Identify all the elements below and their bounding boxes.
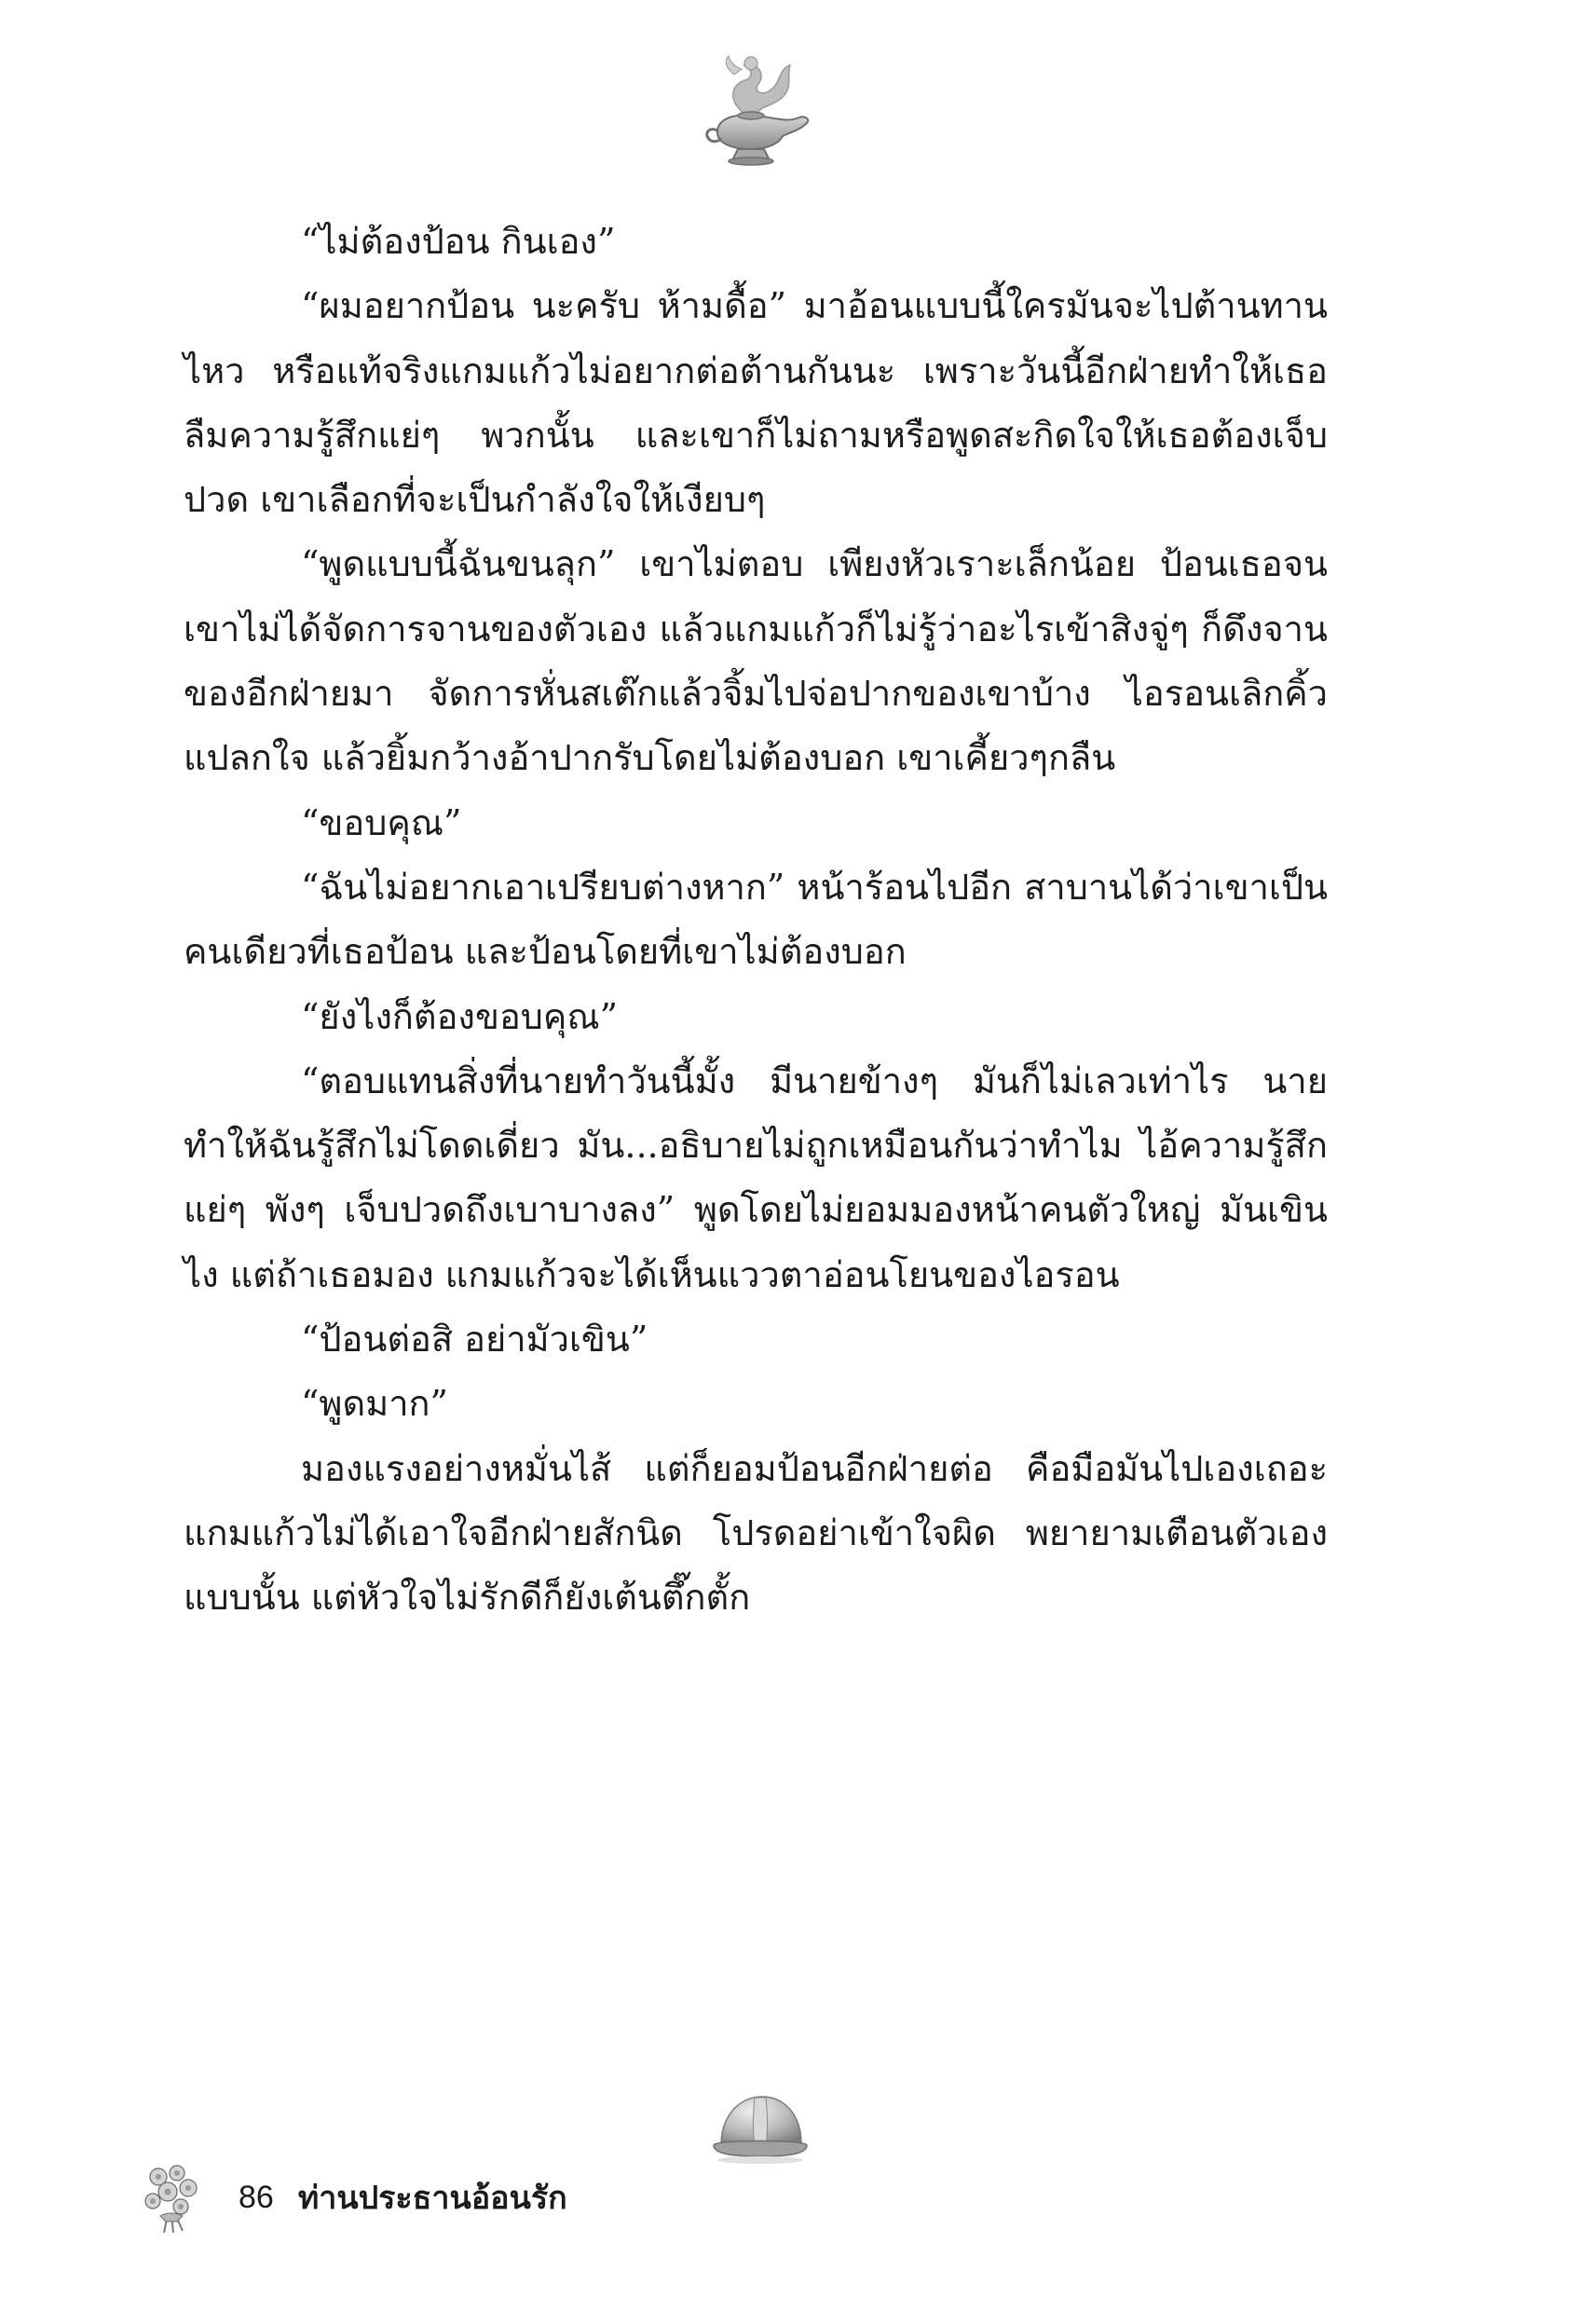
paragraph: “พูดแบบนี้ฉันขนลุก” เขาไม่ตอบ เพียงหัวเราะเล็กน้อย ป้อนเธอจนเขาไม่ได้จัดการจานของตัวเอง แล้วแกมแก้วก็ไม่รู้ว่าอะไรเข้าสิงจู่ๆ ก็ดึงจานของอีกฝ่ายมา จัดการหั่นสเต๊กแล้วจิ้มไปจ่อปากของเขาบ้าง ไอรอนเลิกคิ้วแปลกใจ แล้วยิ้มกว้างอ้าปากรับโดยไม่ต้องบอก เขาเคี้ยวๆกลืน (184, 543, 1328, 779)
paragraph: “ฉันไม่อยากเอาเปรียบต่างหาก” หน้าร้อนไปอีก สาบานได้ว่าเขาเป็นคนเดียวที่เธอป้อน และป้อนโดยที่เขาไม่ต้องบอก (184, 866, 1328, 973)
hard-hat-icon (708, 2087, 812, 2171)
paragraph: “พูดมาก” (301, 1383, 448, 1425)
body-text (184, 210, 1328, 1631)
paragraph: “ป้อนต่อสิ อย่ามัวเขิน” (301, 1319, 648, 1361)
paragraph: “ขอบคุณ” (301, 801, 462, 843)
paragraph: “ผมอยากป้อน นะครับ ห้ามดื้อ” มาอ้อนแบบนี้ใครมันจะไปต้านทานไหว หรือแท้จริงแกมแก้วไม่อยากต่อต้านกันนะ เพราะวันนี้อีกฝ่ายทำให้เธอลืมความรู้สึกแย่ๆ พวกนั้น และเขาก็ไม่ถามหรือพูดสะกิดใจให้เธอต้องเจ็บปวด เขาเลือกที่จะเป็นกำลังใจให้เงียบๆ (184, 285, 1328, 521)
paragraph: “ยังไงก็ต้องขอบคุณ” (301, 995, 618, 1037)
page-footer (140, 2160, 567, 2235)
paragraph: “ไม่ต้องป้อน กินเอง” (301, 221, 616, 262)
genie-lamp-icon (689, 47, 820, 177)
page-number: 86 (239, 2179, 274, 2215)
book-title: ท่านประธานอ้อนรัก (297, 2180, 567, 2217)
paragraph: มองแรงอย่างหมั่นไส้ แต่ก็ยอมป้อนอีกฝ่ายต่อ คือมือมันไปเองเถอะ แกมแก้วไม่ได้เอาใจอีกฝ่ายสักนิด โปรดอย่าเข้าใจผิด พยายามเตือนตัวเองแบบนั้น แต่หัวใจไม่รักดีก็ยังเต้นตึ๊กตั้ก (184, 1447, 1328, 1619)
paragraph: “ตอบแทนสิ่งที่นายทำวันนี้มั้ง มีนายข้างๆ มันก็ไม่เลวเท่าไร นายทำให้ฉันรู้สึกไม่โดดเดี่ยว มัน...อธิบายไม่ถูกเหมือนกันว่าทำไม ไอ้ความรู้สึกแย่ๆ พังๆ เจ็บปวดถึงเบาบางลง” พูดโดยไม่ยอมมองหน้าคนตัวใหญ่ มันเขินไง แต่ถ้าเธอมอง แกมแก้วจะได้เห็นแววตาอ่อนโยนของไอรอน (184, 1060, 1328, 1295)
flower-bouquet-icon (140, 2160, 205, 2235)
